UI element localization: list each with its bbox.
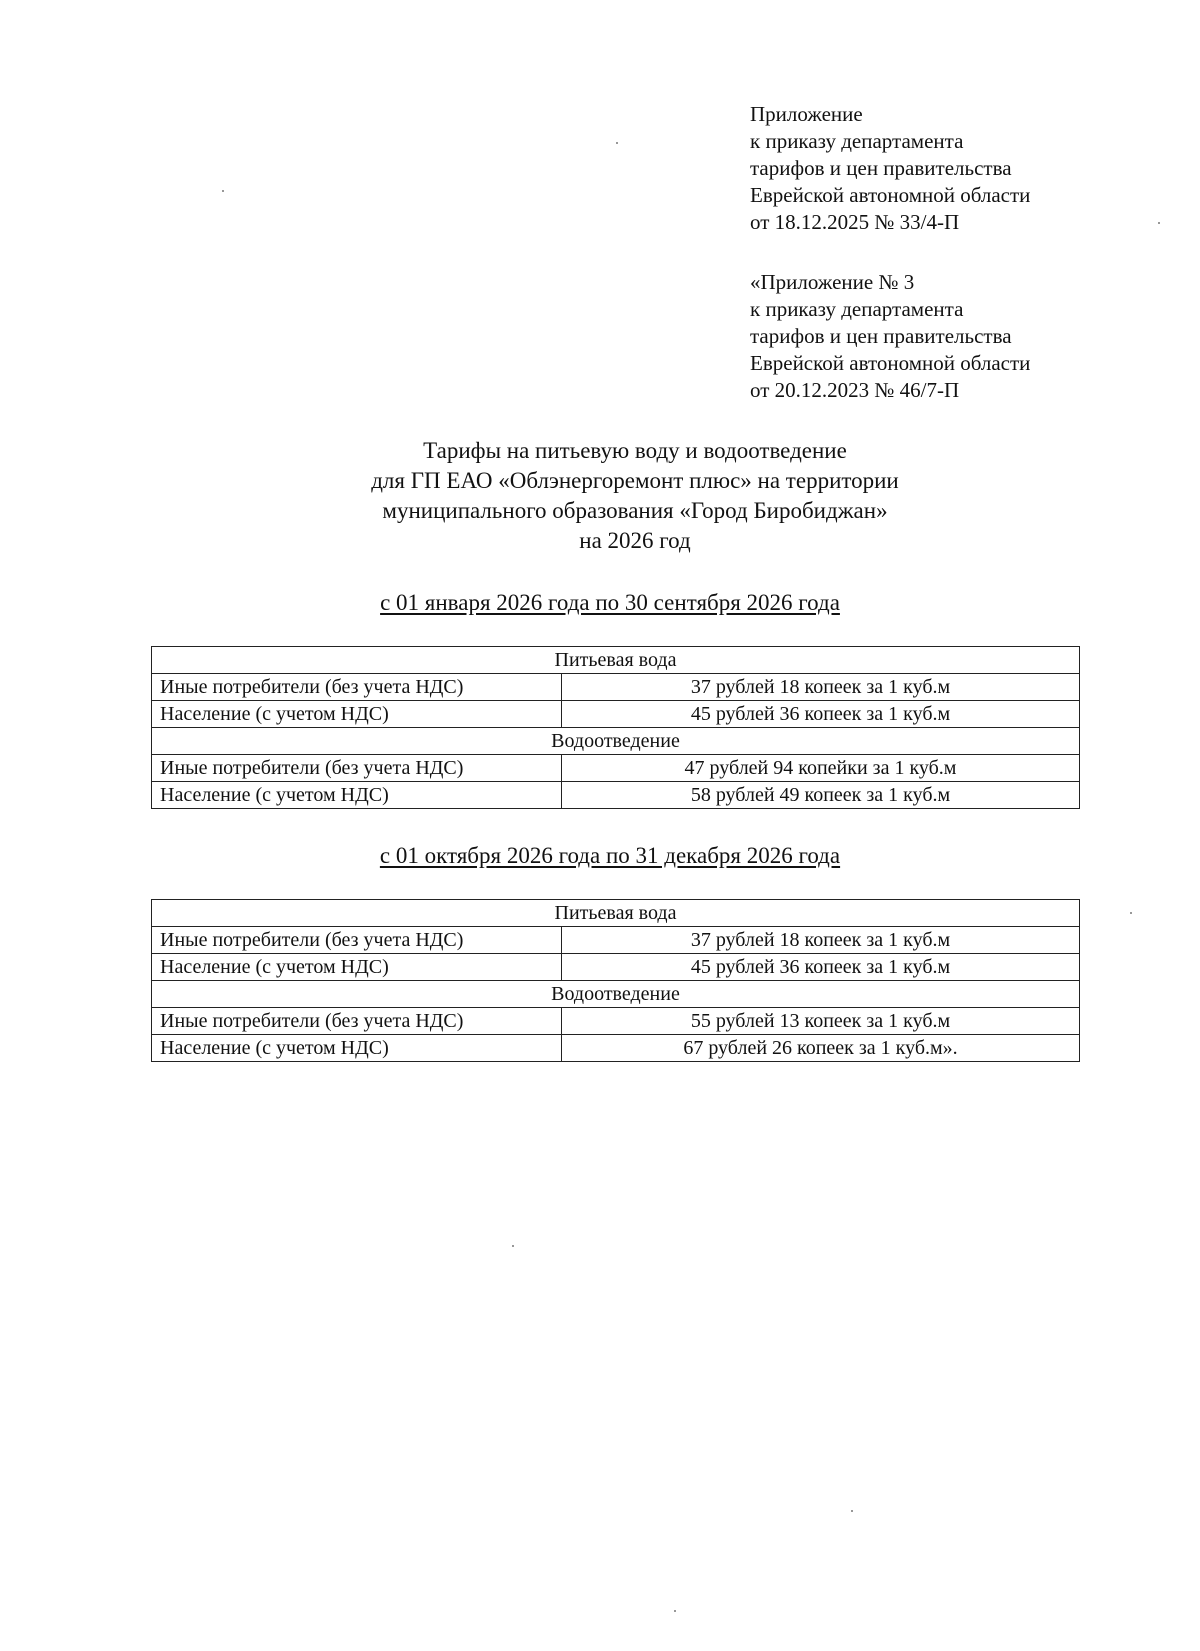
document-title xyxy=(0,436,1200,556)
appendix-line: Еврейской автономной области xyxy=(750,351,1031,375)
appendix-line: от 20.12.2023 № 46/7-П xyxy=(750,378,960,402)
group-row xyxy=(152,900,1080,927)
appendix-line: тарифов и цен правительства xyxy=(750,324,1012,348)
consumer-cell: Иные потребители (без учета НДС) xyxy=(152,1008,562,1035)
title-line: муниципального образования «Город Биробиджан» xyxy=(382,498,888,523)
group-title: Водоотведение xyxy=(152,728,1080,755)
group-row xyxy=(152,728,1080,755)
group-title: Водоотведение xyxy=(152,981,1080,1008)
scan-speck xyxy=(222,190,224,192)
appendix-current xyxy=(750,101,1030,236)
table-row xyxy=(152,954,1080,981)
consumer-cell: Иные потребители (без учета НДС) xyxy=(152,674,562,701)
tariff-cell: 58 рублей 49 копеек за 1 куб.м xyxy=(562,782,1080,809)
table-row xyxy=(152,701,1080,728)
scan-speck xyxy=(851,1510,853,1512)
consumer-cell: Иные потребители (без учета НДС) xyxy=(152,755,562,782)
table-row xyxy=(152,755,1080,782)
consumer-cell: Население (с учетом НДС) xyxy=(152,782,562,809)
consumer-cell: Население (с учетом НДС) xyxy=(152,1035,562,1062)
consumer-cell: Население (с учетом НДС) xyxy=(152,701,562,728)
scan-speck xyxy=(1130,912,1132,914)
title-line: Тарифы на питьевую воду и водоотведение xyxy=(423,438,847,463)
appendix-line: Еврейской автономной области xyxy=(750,183,1031,207)
table-row xyxy=(152,927,1080,954)
tariff-cell: 67 рублей 26 копеек за 1 куб.м». xyxy=(562,1035,1080,1062)
title-line: на 2026 год xyxy=(579,528,691,553)
tariff-table xyxy=(151,646,1080,809)
table-row xyxy=(152,674,1080,701)
tariff-cell: 55 рублей 13 копеек за 1 куб.м xyxy=(562,1008,1080,1035)
appendix-line: тарифов и цен правительства xyxy=(750,156,1012,180)
scan-speck xyxy=(616,142,618,144)
tariff-table xyxy=(151,899,1080,1062)
tariff-cell: 37 рублей 18 копеек за 1 куб.м xyxy=(562,674,1080,701)
group-title: Питьевая вода xyxy=(152,647,1080,674)
tariff-cell: 45 рублей 36 копеек за 1 куб.м xyxy=(562,954,1080,981)
consumer-cell: Иные потребители (без учета НДС) xyxy=(152,927,562,954)
table-row xyxy=(152,1008,1080,1035)
group-row xyxy=(152,981,1080,1008)
title-line: для ГП ЕАО «Облэнергоремонт плюс» на территории xyxy=(371,468,899,493)
consumer-cell: Население (с учетом НДС) xyxy=(152,954,562,981)
scan-speck xyxy=(512,1245,514,1247)
period-heading: с 01 октября 2026 года по 31 декабря 2026 года xyxy=(379,843,841,868)
period-heading: с 01 января 2026 года по 30 сентября 2026 года xyxy=(380,590,840,615)
table-row xyxy=(152,1035,1080,1062)
appendix-line: от 18.12.2025 № 33/4-П xyxy=(750,210,960,234)
appendix-line: к приказу департамента xyxy=(750,297,964,321)
tariff-cell: 37 рублей 18 копеек за 1 куб.м xyxy=(562,927,1080,954)
appendix-line: «Приложение № 3 xyxy=(750,270,915,294)
group-row xyxy=(152,647,1080,674)
appendix-line: к приказу департамента xyxy=(750,129,964,153)
group-title: Питьевая вода xyxy=(152,900,1080,927)
tariff-cell: 47 рублей 94 копейки за 1 куб.м xyxy=(562,755,1080,782)
tariff-cell: 45 рублей 36 копеек за 1 куб.м xyxy=(562,701,1080,728)
scan-speck xyxy=(1158,222,1160,224)
appendix-previous xyxy=(750,269,1030,404)
table-row xyxy=(152,782,1080,809)
appendix-line: Приложение xyxy=(750,102,863,126)
scan-speck xyxy=(674,1610,676,1612)
